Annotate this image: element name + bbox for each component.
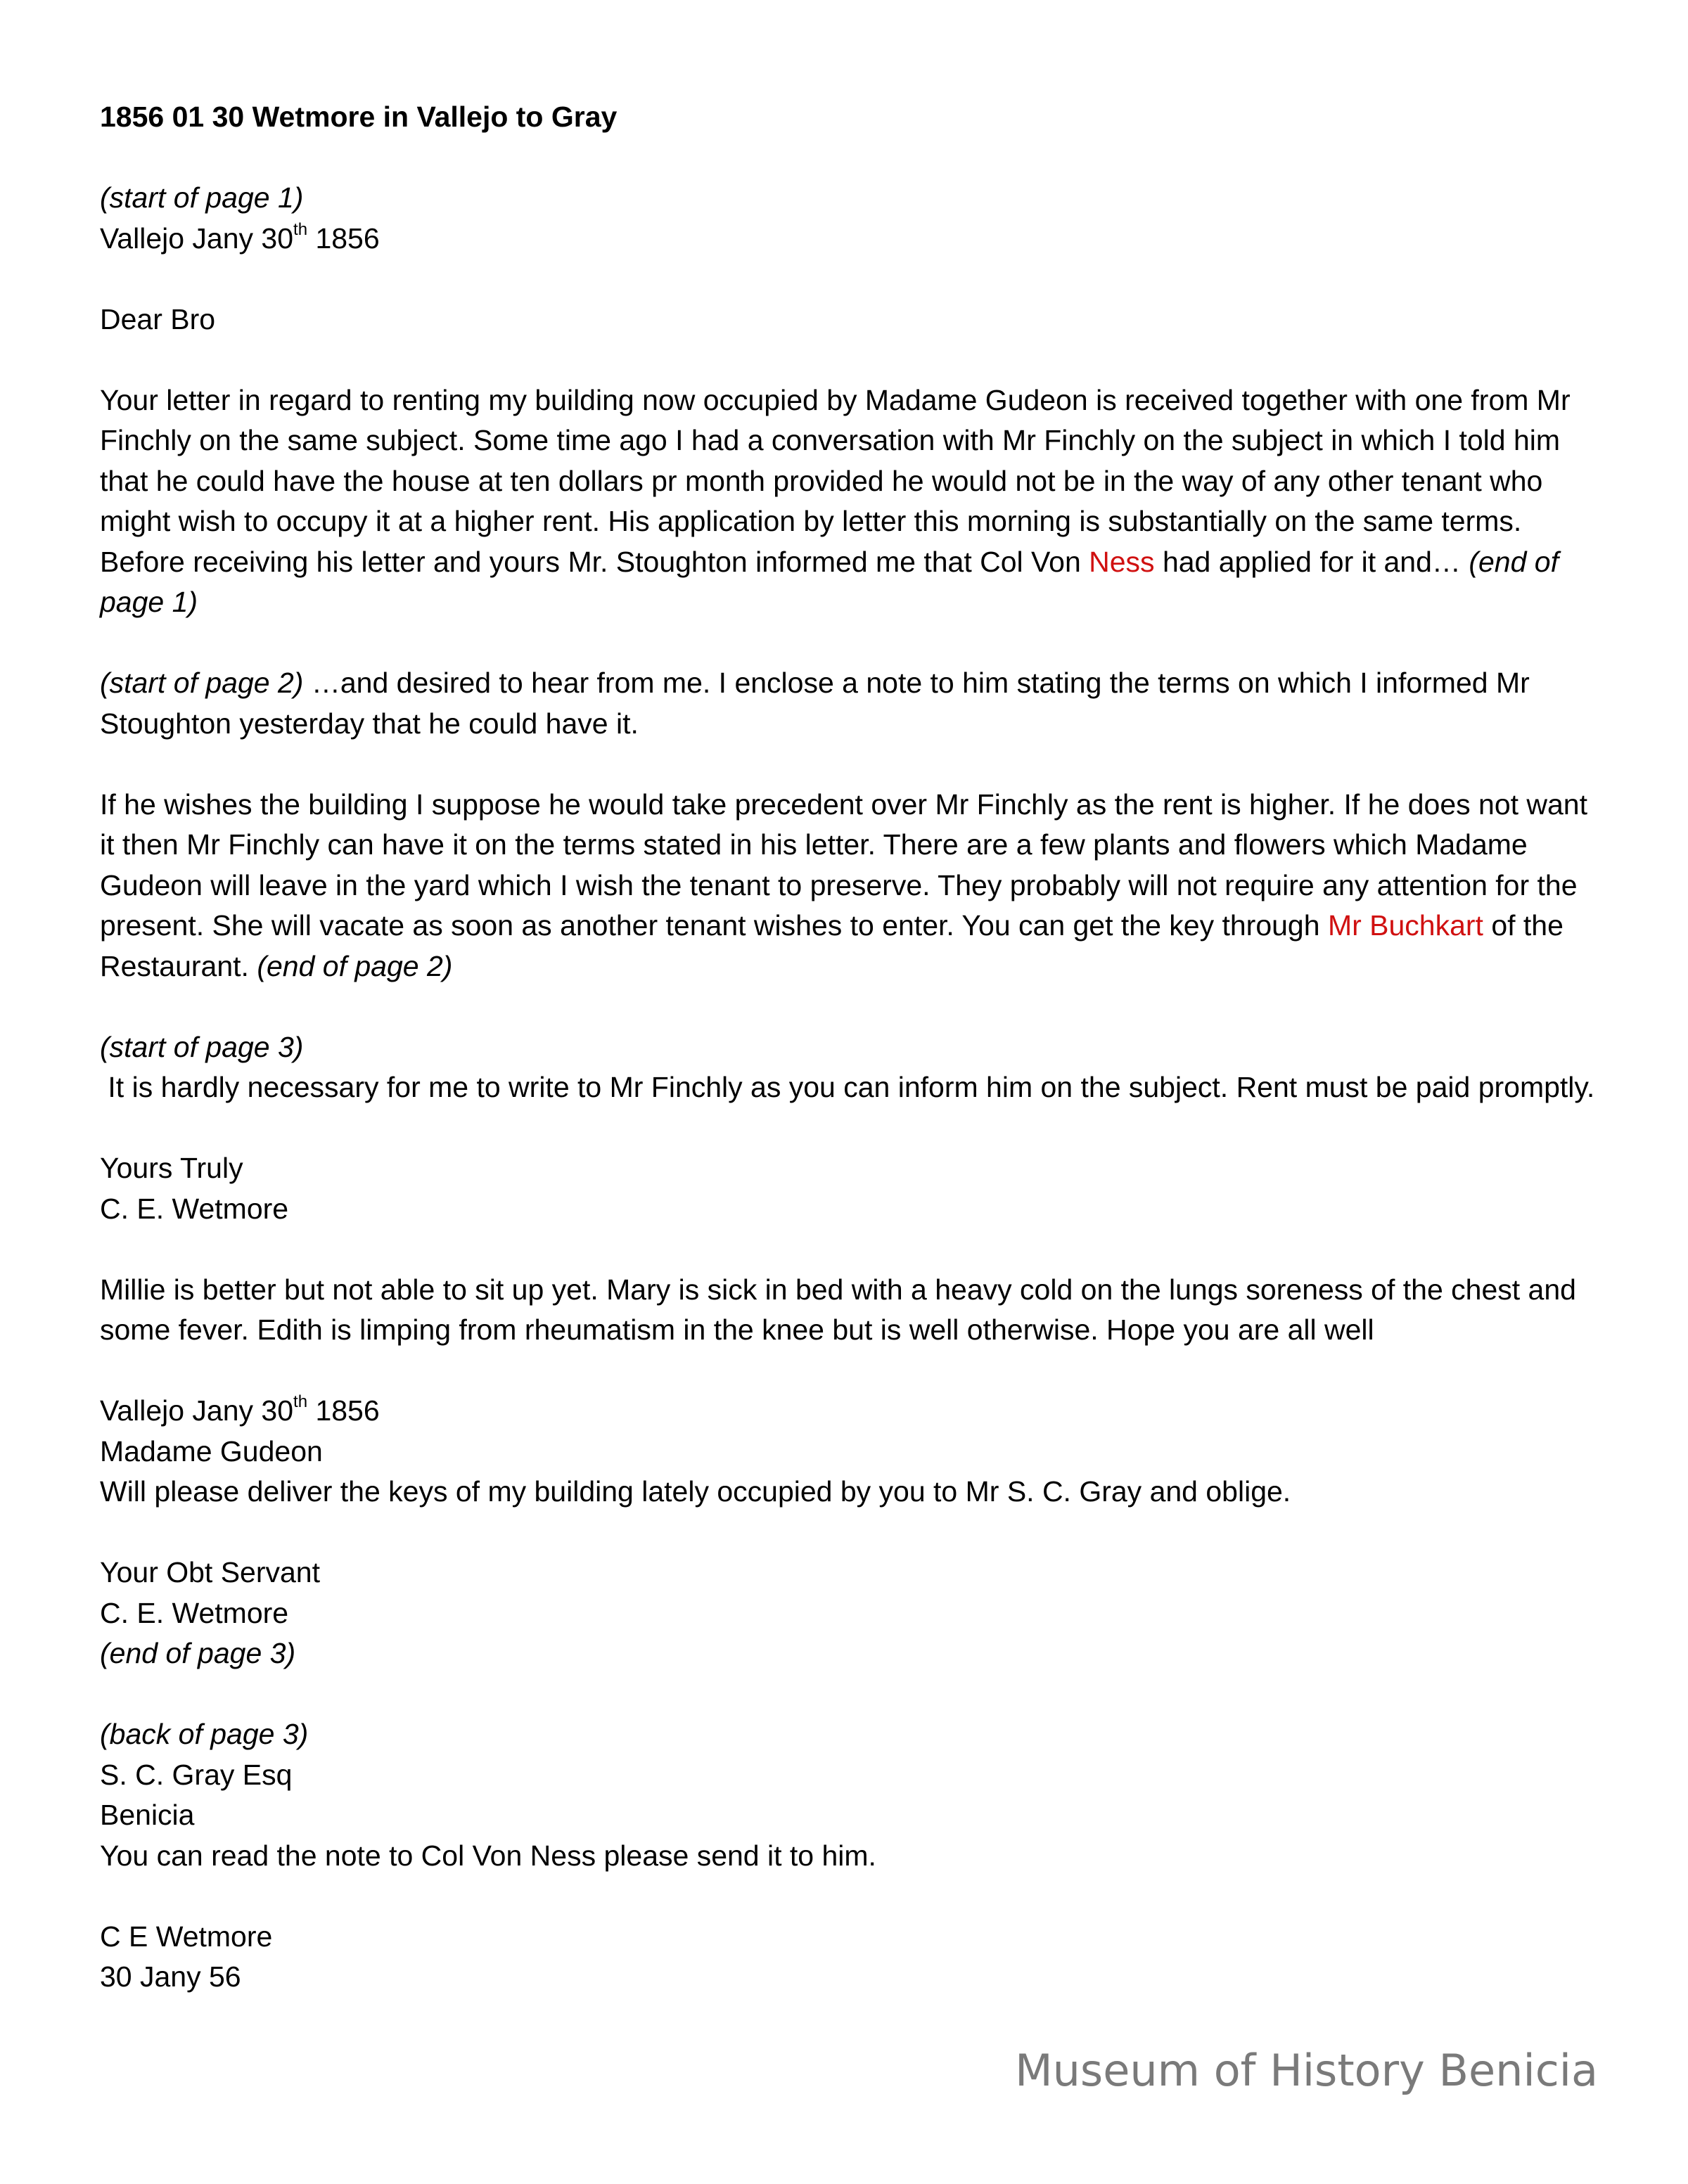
page-3-start-marker: (start of page 3) — [100, 1030, 304, 1063]
dateline-year: 1856 — [307, 221, 380, 255]
page-1-start-marker: (start of page 1) — [100, 181, 304, 214]
page-1-end-marker: (end of page 1) — [100, 545, 1559, 618]
signature: C. E. Wetmore — [100, 1192, 289, 1225]
page-2-para-1-text: and desired to hear from me. I enclose a note to him stating the terms on which I informed Mr Stoughton yesterday that he could have it. — [100, 667, 1530, 740]
note-dateline-superscript: th — [293, 1392, 308, 1412]
page-3-end-marker: (end of page 3) — [100, 1637, 296, 1669]
page-2-para-2-text: If he wishes the building I suppose he would take precedent over Mr Finchly as the rent is higher. If he does not want it then Mr Finchly can have it on the terms stated in his letter. There are a few plants and flowers which Madame Gudeon will leave in the yard which I wish the tenant to preserve. They probably will not require any attention for the present. She will vacate as soon as another tenant wishes to enter. You can get the key through — [100, 788, 1588, 942]
museum-watermark: Museum of History Benicia — [1015, 2045, 1598, 2096]
spacer — [100, 1229, 1598, 1270]
note-dateline-year: 1856 — [307, 1394, 380, 1427]
postscript: Millie is better but not able to sit up yet. Mary is sick in bed with a heavy cold on the lungs soreness of the chest and some fever. Edith is limping from rheumatism in the knee but is well otherwise. Hope you are all well — [100, 1273, 1576, 1346]
page-2-para-2 — [100, 785, 1598, 987]
page-2-start-marker: (start of page 2) — [100, 667, 304, 699]
salutation: Dear Bro — [100, 302, 216, 335]
note-closing: Your Obt Servant — [100, 1556, 321, 1588]
note-dateline — [100, 1391, 1598, 1432]
back-of-page-marker: (back of page 3) — [100, 1718, 309, 1750]
page-1-body — [100, 380, 1598, 623]
back-place: Benicia — [100, 1799, 195, 1831]
spacer — [100, 1351, 1598, 1392]
note-body: Will please deliver the keys of my building lately occupied by you to Mr S. C. Gray and oblige. — [100, 1475, 1291, 1508]
page-1-body-text: Your letter in regard to renting my building now occupied by Madame Gudeon is received together with one from Mr Finchly on the same subject. Some time ago I had a conversation with Mr Finchly on the subject in which I told him that he could have the house at ten dollars pr month provided he would not be in the way of any other tenant who might wish to occupy it at a higher rent. His application by letter this morning is substantially on the same terms. Before receiving his letter and yours Mr. Stoughton informed me that Col Von — [100, 383, 1571, 578]
note-dateline-text: Vallejo Jany 30 — [100, 1394, 294, 1427]
spacer — [100, 138, 1598, 179]
transcription-document — [100, 97, 1598, 1998]
note-addressee: Madame Gudeon — [100, 1434, 323, 1467]
page-3-para-1: It is hardly necessary for me to write to Mr Finchly as you can inform him on the subject. Rent must be paid promptly. — [100, 1071, 1595, 1103]
page-2-para-2-tail: of the Restaurant. — [100, 909, 1564, 982]
page-2-para-1 — [100, 663, 1598, 744]
spacer — [100, 259, 1598, 300]
dateline-text: Vallejo Jany 30 — [100, 221, 294, 255]
spacer — [100, 623, 1598, 664]
spacer — [100, 987, 1598, 1027]
page-1-dateline — [100, 219, 1598, 259]
page-2-ellipsis: … — [303, 667, 340, 699]
document-title: 1856 01 30 Wetmore in Vallejo to Gray — [100, 101, 618, 133]
back-addressee: S. C. Gray Esq — [100, 1758, 293, 1791]
closing: Yours Truly — [100, 1152, 243, 1184]
back-signature: C E Wetmore — [100, 1920, 273, 1953]
spacer — [100, 1876, 1598, 1917]
spacer — [100, 1108, 1598, 1149]
page-1-body-tail: had applied for it and… — [1154, 545, 1469, 578]
highlighted-name-ness: Ness — [1089, 545, 1155, 578]
spacer — [100, 1512, 1598, 1553]
back-message: You can read the note to Col Von Ness please send it to him. — [100, 1839, 876, 1872]
highlighted-name-buchkart: Mr Buchkart — [1327, 909, 1483, 942]
dateline-superscript: th — [293, 219, 308, 239]
spacer — [100, 340, 1598, 380]
spacer — [100, 1674, 1598, 1715]
spacer — [100, 744, 1598, 785]
note-signature: C. E. Wetmore — [100, 1596, 289, 1629]
back-date: 30 Jany 56 — [100, 1960, 241, 1993]
page-2-end-marker: (end of page 2) — [257, 949, 453, 982]
